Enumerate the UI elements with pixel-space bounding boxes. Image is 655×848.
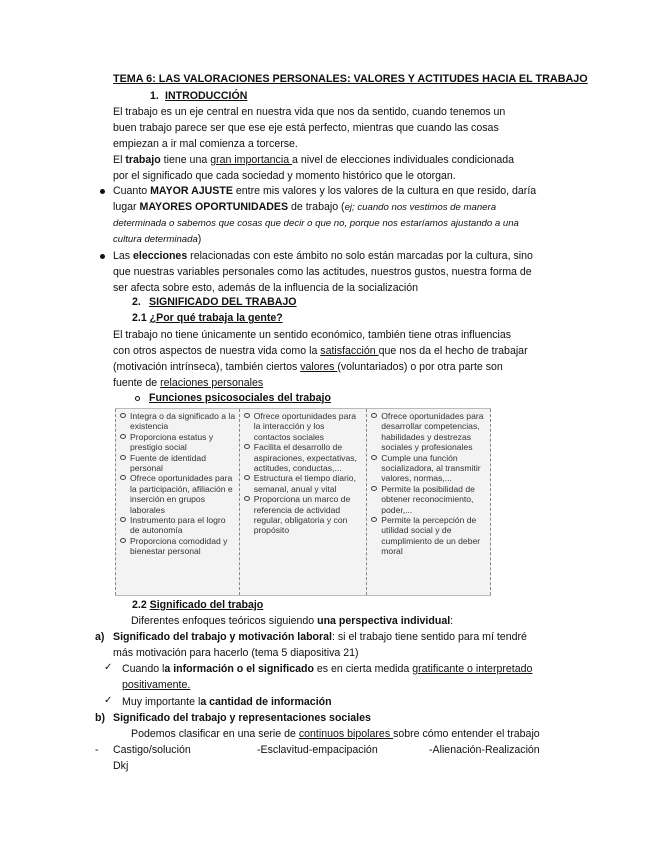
- table-item: Fuente de identidad personal: [120, 453, 236, 474]
- trailing-text: Dkj: [113, 760, 129, 772]
- table-item: Ofrece oportunidades para desarrollar competencias, habilidades y destrezas sociales y profesionales: [371, 411, 487, 453]
- table-item: Instrumento para el logro de autonomía: [120, 515, 236, 536]
- section-1-heading: INTRODUCCIÓN: [165, 90, 248, 102]
- checkmark-icon: ✓: [104, 662, 113, 673]
- circle-bullet-icon: [135, 396, 140, 401]
- section-2-heading: SIGNIFICADO DEL TRABAJO: [149, 296, 297, 308]
- table-item: Permite la posibilidad de obtener reconocimiento, poder,...: [371, 484, 487, 515]
- circle-bullet-icon: [244, 413, 250, 418]
- circle-bullet-icon: [120, 538, 126, 543]
- circle-bullet-icon: [120, 455, 126, 460]
- bullet-1-line-3: determinada o sabemos que cosas que decir o que no, porque nos estaríamos ajustando a una: [113, 218, 519, 229]
- bullet-2-line-2: que nuestras variables personales como las actitudes, nuestros gustos, nuestra forma de: [113, 266, 532, 278]
- table-item: Ofrece oportunidades para la interacción y los contactos sociales: [244, 411, 364, 442]
- table-column-3: [367, 409, 491, 596]
- circle-bullet-icon: [371, 455, 377, 460]
- check-1-line-1: Cuando la información o el significado es en cierta medida gratificante o interpretado: [122, 663, 533, 675]
- bullet-1-line-2: lugar MAYORES OPORTUNIDADES de trabajo (ej; cuando nos vestimos de manera: [113, 201, 497, 213]
- circle-bullet-icon: [244, 475, 250, 480]
- item-a-line-1: Significado del trabajo y motivación laboral: si el trabajo tiene sentido para mí tendré: [113, 631, 527, 643]
- table-column-2: [239, 409, 367, 596]
- circle-bullet-icon: [244, 496, 250, 501]
- paragraph-sentido-line-1: El trabajo no tiene únicamente un sentido económico, también tiene otras influencias: [113, 329, 512, 341]
- circle-bullet-icon: [244, 444, 250, 449]
- dash-marker: -: [95, 744, 99, 756]
- paragraph-sentido-line-3: (motivación intrínseca), también ciertos valores (voluntariados) o por otra parte son: [113, 361, 503, 373]
- document-title: TEMA 6: LAS VALORACIONES PERSONALES: VALORES Y ACTITUDES HACIA EL TRABAJO: [113, 73, 588, 85]
- continuo-1: Castigo/solución: [113, 744, 191, 756]
- table-item: Estructura el tiempo diario, semanal, anual y vital: [244, 473, 364, 494]
- bullet-2-line-1: Las elecciones relacionadas con este ámbito no solo están marcadas por la cultura, sino: [113, 250, 533, 262]
- item-a-marker: a): [95, 631, 105, 643]
- circle-bullet-icon: [120, 413, 126, 418]
- intro-line-3: empiezan a ir mal comienza a torcerse.: [113, 138, 298, 150]
- circle-bullet-icon: [120, 434, 126, 439]
- bullet-2-line-3: ser afecta sobre esto, además de la influencia de la socialización: [113, 282, 419, 294]
- bullet-icon: [100, 254, 105, 259]
- circle-bullet-icon: [120, 475, 126, 480]
- paragraph-sentido-line-4: fuente de relaciones personales: [113, 377, 264, 389]
- table-item: Proporciona comodidad y bienestar personal: [120, 536, 236, 557]
- funciones-table: [115, 408, 491, 596]
- intro-line-2: buen trabajo parece ser que ese eje está perfecto, mientras que cuando las cosas: [113, 122, 499, 134]
- bullet-1-line-4: cultura determinada): [113, 233, 202, 245]
- continuo-2: -Esclavitud-empacipación: [257, 744, 378, 756]
- circle-bullet-icon: [120, 517, 126, 522]
- table-item: Proporciona estatus y prestigio social: [120, 432, 236, 453]
- checkmark-icon: ✓: [104, 695, 113, 706]
- intro-line-1: El trabajo es un eje central en nuestra vida que nos da sentido, cuando tenemos un: [113, 106, 506, 118]
- subsection-2-2: 2.2 Significado del trabajo: [132, 599, 264, 611]
- item-b-marker: b): [95, 712, 105, 724]
- paragraph-trabajo: El trabajo tiene una gran importancia a nivel de elecciones individuales condicionada: [113, 154, 515, 166]
- item-a-line-2: más motivación para hacerlo (tema 5 diapositiva 21): [113, 647, 359, 659]
- paragraph-trabajo-line-2: por el significado que cada sociedad y momento histórico que le otorgan.: [113, 170, 456, 182]
- bullet-icon: [100, 189, 105, 194]
- subsection-2-1: 2.1 ¿Por qué trabaja la gente?: [132, 312, 283, 324]
- paragraph-enfoques: Diferentes enfoques teóricos siguiendo una perspectiva individual:: [131, 615, 454, 627]
- circle-bullet-icon: [371, 517, 377, 522]
- section-2-number: 2.: [132, 296, 141, 308]
- continuo-3: -Alienación-Realización: [429, 744, 540, 756]
- section-1-number: 1.: [150, 90, 159, 102]
- check-2: Muy importante la cantidad de información: [122, 696, 332, 708]
- table-item: Cumple una función socializadora, al transmitir valores, normas,...: [371, 453, 487, 484]
- table-item: Facilita el desarrollo de aspiraciones, expectativas, actitudes, conductas,...: [244, 442, 364, 473]
- table-column-1: [116, 409, 240, 596]
- table-item: Permite la percepción de utilidad social y de cumplimiento de un deber moral: [371, 515, 487, 557]
- table-item: Ofrece oportunidades para la participación, afiliación e inserción en grupos laborales: [120, 473, 236, 515]
- table-item: Integra o da significado a la existencia: [120, 411, 236, 432]
- table-item: Proporciona un marco de referencia de actividad regular, obligatoria y con propósito: [244, 494, 364, 536]
- funciones-heading: Funciones psicosociales del trabajo: [149, 392, 331, 404]
- circle-bullet-icon: [371, 413, 377, 418]
- circle-bullet-icon: [371, 486, 377, 491]
- paragraph-continuos: Podemos clasificar en una serie de continuos bipolares sobre cómo entender el trabajo: [131, 728, 540, 740]
- paragraph-sentido-line-2: con otros aspectos de nuestra vida como la satisfacción que nos da el hecho de trabajar: [113, 345, 528, 357]
- item-b-heading: Significado del trabajo y representaciones sociales: [113, 712, 371, 724]
- bullet-1-line-1: Cuanto MAYOR AJUSTE entre mis valores y los valores de la cultura en que resido, daría: [113, 185, 537, 197]
- check-1-line-2: positivamente.: [122, 679, 191, 691]
